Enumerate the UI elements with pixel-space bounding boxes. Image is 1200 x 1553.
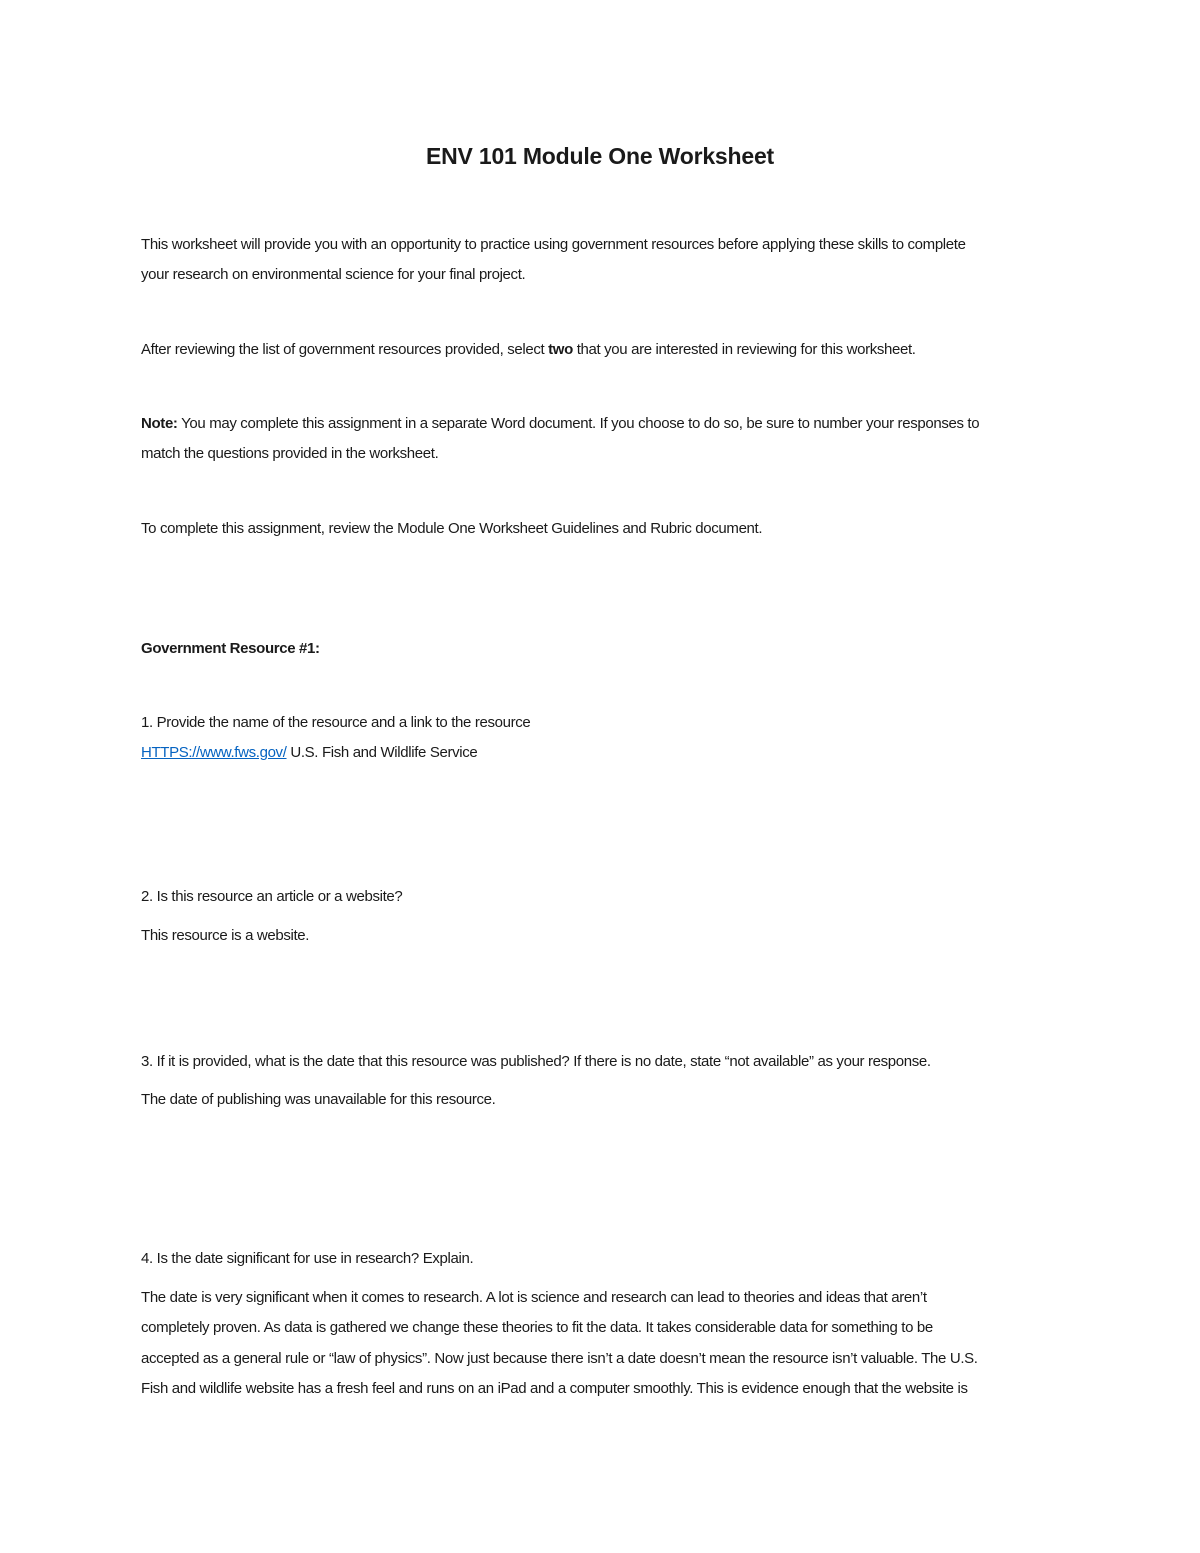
note-label: Note:: [141, 415, 178, 432]
question-4: 4. Is the date significant for use in research? Explain.: [141, 1250, 474, 1267]
note-text: You may complete this assignment in a separate Word document. If you choose to do so, be sure to number your responses to: [177, 415, 980, 432]
question-2: 2. Is this resource an article or a website?: [141, 888, 403, 905]
note-line-1: [141, 415, 979, 433]
intro-line-2: your research on environmental science for your final project.: [141, 266, 526, 283]
guidelines-text: To complete this assignment, review the Module One Worksheet Guidelines and Rubric document.: [141, 520, 763, 537]
question-3: 3. If it is provided, what is the date that this resource was published? If there is no date, state “not available” as your response.: [141, 1053, 931, 1070]
answer-4-line-2: completely proven. As data is gathered we change these theories to fit the data. It takes considerable data for something to be: [141, 1319, 933, 1336]
page-title: ENV 101 Module One Worksheet: [425, 143, 774, 169]
answer-1: [141, 744, 477, 762]
answer-2: This resource is a website.: [141, 927, 310, 944]
intro-line-1: This worksheet will provide you with an opportunity to practice using government resources before applying these skills to complete: [141, 236, 966, 253]
resource-name: U.S. Fish and Wildlife Service: [286, 744, 478, 761]
instruction-emphasis: two: [548, 341, 573, 358]
resource-link[interactable]: HTTPS://www.fws.gov/: [141, 744, 287, 761]
instruction-text-after: that you are interested in reviewing for this worksheet.: [572, 341, 916, 358]
question-1: 1. Provide the name of the resource and a link to the resource: [141, 714, 531, 731]
answer-4-line-1: The date is very significant when it comes to research. A lot is science and research can lead to theories and ideas that aren’t: [141, 1289, 927, 1306]
instruction-paragraph: [141, 341, 916, 359]
answer-4-line-4: Fish and wildlife website has a fresh feel and runs on an iPad and a computer smoothly. This is evidence enough that the website is: [141, 1380, 968, 1397]
answer-4-line-3: accepted as a general rule or “law of physics”. Now just because there isn’t a date doesn’t mean the resource isn’t valuable. The U.S.: [141, 1350, 978, 1367]
instruction-text-before: After reviewing the list of government resources provided, select: [141, 341, 549, 358]
resource-heading: Government Resource #1:: [141, 640, 320, 657]
answer-3: The date of publishing was unavailable for this resource.: [141, 1091, 496, 1108]
note-line-2: match the questions provided in the worksheet.: [141, 445, 439, 462]
